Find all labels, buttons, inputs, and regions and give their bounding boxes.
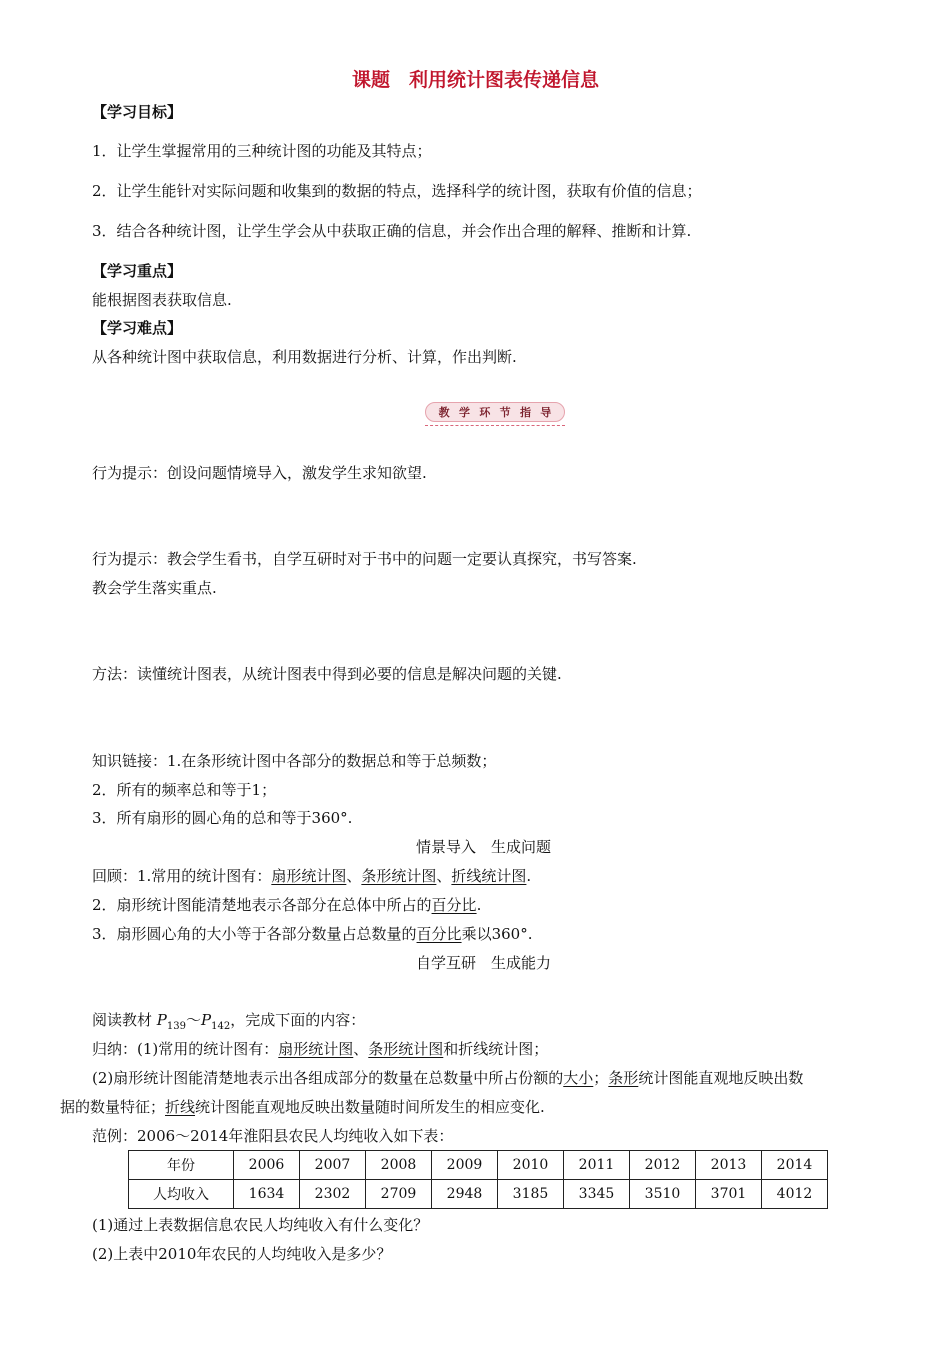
- banner-char: 指: [519, 406, 531, 419]
- income-cell: 3185: [498, 1180, 564, 1209]
- answer-blank: 条形统计图: [361, 867, 437, 885]
- banner-char: 学: [458, 406, 470, 419]
- goal-item: 2．让学生能针对实际问题和收集到的数据的特点，选择科学的统计图，获取有价值的信息；: [92, 182, 702, 200]
- income-cell: 3701: [696, 1180, 762, 1209]
- summary-line: [60, 1097, 545, 1117]
- review-line: [92, 895, 481, 915]
- year-cell: 2009: [432, 1151, 498, 1180]
- read-text: ～: [185, 1011, 201, 1029]
- banner-char: 环: [479, 406, 491, 419]
- question-text: (1)通过上表数据信息农民人均纯收入有什么变化？: [92, 1216, 429, 1234]
- summary-line: [92, 1039, 548, 1059]
- year-cell: 2012: [630, 1151, 696, 1180]
- goal-item: 3．结合各种统计图，让学生学会从中获取正确的信息，并会作出合理的解释、推断和计算.: [92, 222, 692, 240]
- year-cell: 2006: [234, 1151, 300, 1180]
- summary-text: 和折线统计图；: [443, 1040, 549, 1058]
- summary-text: (2)扇形统计图能清楚地表示出各组成部分的数量在总数量中所占份额的: [92, 1069, 564, 1087]
- difficulty-heading: 【学习难点】: [92, 319, 183, 337]
- review-text: 、: [346, 867, 362, 885]
- summary-text: 、: [353, 1040, 369, 1058]
- read-text: 阅读教材: [92, 1011, 153, 1029]
- key-text: 能根据图表获取信息.: [92, 291, 232, 309]
- banner-char: 导: [540, 406, 552, 419]
- goal-item: 1．让学生掌握常用的三种统计图的功能及其特点；: [92, 142, 432, 160]
- review-text: 3．扇形圆心角的大小等于各部分数量占总数量的: [92, 925, 417, 943]
- income-cell: 2709: [366, 1180, 432, 1209]
- summary-line: [92, 1068, 803, 1088]
- year-cell: 2007: [300, 1151, 366, 1180]
- knowledge-link: 知识链接：1.在条形统计图中各部分的数据总和等于总频数；: [92, 752, 497, 770]
- answer-blank: 扇形统计图: [271, 867, 347, 885]
- year-cell: 2011: [564, 1151, 630, 1180]
- year-cell: 2014: [762, 1151, 828, 1180]
- answer-blank: 折线统计图: [451, 867, 527, 885]
- review-text: 2．扇形统计图能清楚地表示各部分在总体中所占的: [92, 896, 432, 914]
- income-cell: 2302: [300, 1180, 366, 1209]
- year-cell: 2010: [498, 1151, 564, 1180]
- answer-blank: 条形: [608, 1069, 639, 1087]
- income-cell: 3510: [630, 1180, 696, 1209]
- section-heading: 自学互研 生成能力: [416, 954, 552, 972]
- income-table: [128, 1150, 828, 1209]
- summary-text: 统计图能直观地反映出数量随时间所发生的相应变化.: [195, 1098, 545, 1116]
- review-text: .: [476, 896, 482, 914]
- income-cell: 4012: [762, 1180, 828, 1209]
- summary-text: 据的数量特征；: [60, 1098, 166, 1116]
- income-cell: 3345: [564, 1180, 630, 1209]
- table-header-cell: 人均收入: [129, 1180, 234, 1209]
- year-cell: 2013: [696, 1151, 762, 1180]
- answer-blank: 百分比: [416, 925, 462, 943]
- review-line: [92, 924, 532, 944]
- tip-text: 行为提示：教会学生看书，自学互研时对于书中的问题一定要认真探究，书写答案.: [92, 550, 637, 568]
- tip-text: 教会学生落实重点.: [92, 579, 217, 597]
- teaching-guide-banner: [425, 400, 565, 426]
- difficulty-text: 从各种统计图中获取信息，利用数据进行分析、计算，作出判断.: [92, 348, 517, 366]
- answer-blank: 百分比: [431, 896, 477, 914]
- page-title: 课题 利用统计图表传递信息: [352, 69, 600, 91]
- answer-blank: 扇形统计图: [278, 1040, 354, 1058]
- summary-text: 统计图能直观地反映出数: [638, 1069, 804, 1087]
- summary-text: 归纳：(1)常用的统计图有：: [92, 1040, 279, 1058]
- section-heading: 情景导入 生成问题: [416, 838, 552, 856]
- review-text: 乘以360°.: [461, 925, 533, 943]
- answer-blank: 条形统计图: [368, 1040, 444, 1058]
- review-text: 、: [436, 867, 452, 885]
- read-text: ，完成下面的内容：: [230, 1011, 366, 1029]
- example-text: 范例：2006～2014年淮阳县农民人均纯收入如下表：: [92, 1127, 454, 1145]
- banner-char: 教: [438, 406, 450, 419]
- review-line: [92, 866, 531, 886]
- review-text: .: [526, 867, 532, 885]
- review-text: 回顾：1.常用的统计图有：: [92, 867, 272, 885]
- page-symbol: P: [201, 1011, 212, 1029]
- table-row: [129, 1180, 828, 1209]
- page-number: 142: [211, 1021, 231, 1032]
- income-cell: 2948: [432, 1180, 498, 1209]
- knowledge-link: 3．所有扇形的圆心角的总和等于360°.: [92, 809, 353, 827]
- page-number: 139: [166, 1021, 186, 1032]
- answer-blank: 折线: [165, 1098, 196, 1116]
- page-symbol: P: [156, 1011, 167, 1029]
- question-text: (2)上表中2010年农民的人均纯收入是多少？: [92, 1245, 392, 1263]
- summary-text: ；: [593, 1069, 609, 1087]
- banner-divider: [425, 425, 565, 426]
- key-heading: 【学习重点】: [92, 262, 183, 280]
- reading-instruction: [92, 1010, 365, 1037]
- banner-char: 节: [499, 406, 511, 419]
- method-text: 方法：读懂统计图表，从统计图表中得到必要的信息是解决问题的关键.: [92, 665, 562, 683]
- knowledge-link: 2．所有的频率总和等于1；: [92, 781, 277, 799]
- answer-blank: 大小: [563, 1069, 594, 1087]
- table-header-cell: 年份: [129, 1151, 234, 1180]
- income-cell: 1634: [234, 1180, 300, 1209]
- tip-text: 行为提示：创设问题情境导入，激发学生求知欲望.: [92, 464, 427, 482]
- year-cell: 2008: [366, 1151, 432, 1180]
- goals-heading: 【学习目标】: [92, 103, 183, 121]
- table-row: [129, 1151, 828, 1180]
